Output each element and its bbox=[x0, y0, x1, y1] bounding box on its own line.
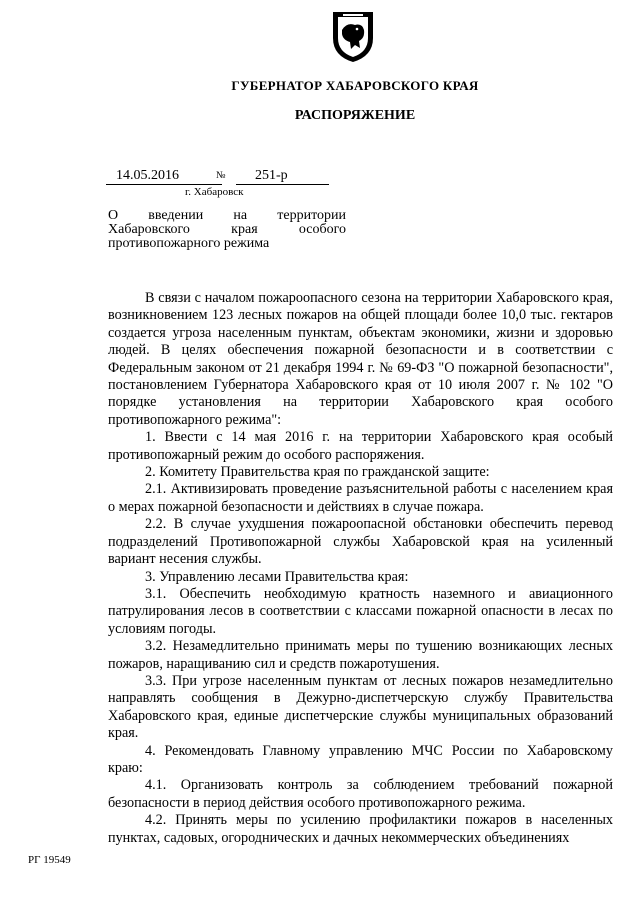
paragraph-preamble: В связи с началом пожароопасного сезона на территории Хабаровского края, возникновением 123 лесных пожаров на общей площади более 10,0 тыс. гектаров создается угроза населенным пунктам, объектам экономики, жизни и здоровью людей. В целях обеспечения пожарной безопасности и в соответствии с Федеральным законом от 21 декабря 1994 г. № 69-ФЗ "О пожарной безопасности", постановлением Губернатора Хабаровского края от 10 июля 2007 г. № 102 "О порядке установления на территории Хабаровского края особого противопожарного режима": bbox=[108, 290, 613, 428]
document-body bbox=[108, 290, 613, 847]
document-date: 14.05.2016 bbox=[106, 168, 222, 185]
document-type-heading: РАСПОРЯЖЕНИЕ bbox=[294, 108, 416, 123]
paragraph-4-2: 4.2. Принять меры по усилению профилактики пожаров в населенных пунктах, садовых, огороднических и дачных некоммерческих объединениях bbox=[108, 812, 613, 846]
document-number: 251-р bbox=[236, 168, 329, 185]
paragraph-4-1: 4.1. Организовать контроль за соблюдением требований пожарной безопасности в период действия особого противопожарного режима. bbox=[108, 777, 613, 811]
paragraph-3-2: 3.2. Незамедлительно принимать меры по тушению возникающих лесных пожаров, наращиванию сил и средств пожаротушения. bbox=[108, 638, 613, 672]
paragraph-3-1: 3.1. Обеспечить необходимую кратность наземного и авиационного патрулирования лесов в соответствии с классами пожарной опасности в лесах по условиям погоды. bbox=[108, 585, 613, 637]
paragraph-2-2: 2.2. В случае ухудшения пожароопасной обстановки обеспечить перевод подразделений Противопожарной службы Хабаровской края на усиленный вариант несения службы. bbox=[108, 516, 613, 568]
paragraph-2-1: 2.1. Активизировать проведение разъяснительной работы с населением края о мерах пожарной безопасности и действиях в случае пожара. bbox=[108, 481, 613, 515]
coat-of-arms-icon bbox=[329, 8, 377, 64]
document-subject: О введении на территории Хабаровского края особого противопожарного режима bbox=[108, 208, 346, 251]
paragraph-2: 2. Комитету Правительства края по гражданской защите: bbox=[145, 464, 490, 481]
issuer-heading: ГУБЕРНАТОР ХАБАРОВСКОГО КРАЯ bbox=[231, 78, 479, 93]
paragraph-4: 4. Рекомендовать Главному управлению МЧС России по Хабаровскому краю: bbox=[108, 742, 613, 776]
document-city: г. Хабаровск bbox=[185, 186, 244, 198]
paragraph-3: 3. Управлению лесами Правительства края: bbox=[145, 568, 409, 585]
registry-code: РГ 19549 bbox=[28, 854, 71, 866]
number-sign: № bbox=[216, 170, 226, 181]
paragraph-3-3: 3.3. При угрозе населенным пунктам от лесных пожаров незамедлительно направлять сообщения в Дежурно-диспетчерскую службу Правительства Хабаровского края, единые диспетчерские службы муниципальных образований края. bbox=[108, 672, 613, 742]
paragraph-1: 1. Ввести с 14 мая 2016 г. на территории Хабаровского края особый противопожарный режим до особого распоряжения. bbox=[108, 429, 613, 463]
